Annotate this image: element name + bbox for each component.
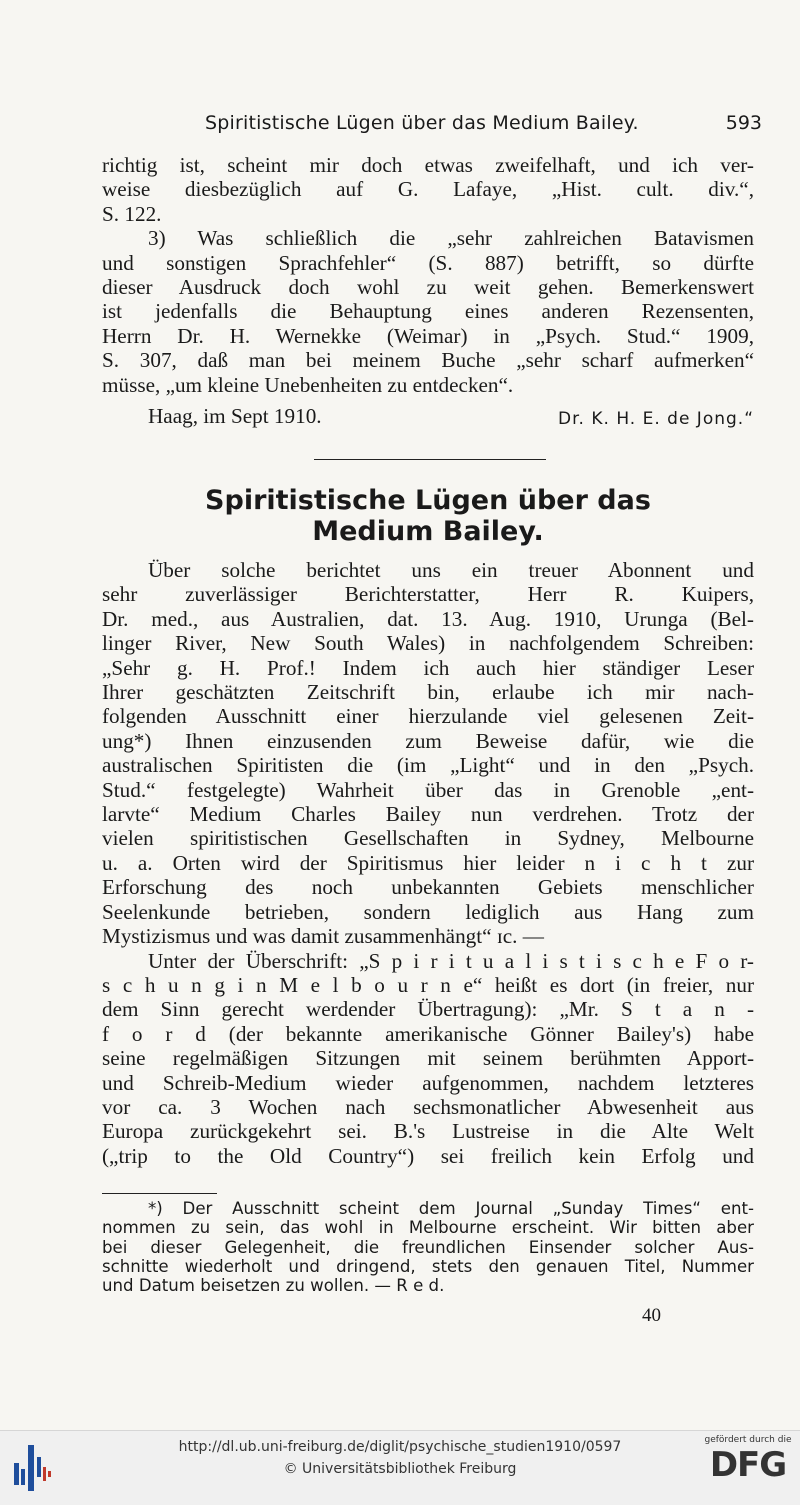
- text-line: Unter der Überschrift: „S p i r i t u a l i s t i s c h e F o r-: [148, 948, 754, 973]
- dfg-wordmark: DFG: [709, 1445, 787, 1485]
- closing-row: [148, 404, 754, 429]
- footnote-line: bei dieser Gelegenheit, die freundlichen Einsender solcher Aus-: [102, 1237, 754, 1257]
- footnote-line: nommen zu sein, das wohl in Melbourne erscheint. Wir bitten aber: [102, 1218, 754, 1238]
- text-line: 3) Was schließlich die „sehr zahlreichen Batavismen: [148, 226, 754, 251]
- text-line: vielen spiritistischen Gesellschaften in Sydney, Melbourne: [102, 826, 754, 851]
- article-body: [102, 558, 754, 1168]
- text-line: müsse, „um kleine Unebenheiten zu entdecken“.: [102, 372, 514, 397]
- text-line: Erforschung des noch unbekannten Gebiets menschlicher: [102, 875, 754, 900]
- author-signature: Dr. K. H. E. de Jong.“: [558, 409, 754, 429]
- text-line: S. 122.: [102, 201, 162, 226]
- text-line: Ihrer geschätzten Zeitschrift bin, erlaube ich mir nach-: [102, 680, 754, 705]
- text-line: australischen Spiritisten die (im „Light“ und in den „Psych.: [102, 753, 754, 778]
- page-number: 593: [725, 112, 762, 134]
- dfg-funding-note: gefördert durch die: [704, 1435, 792, 1445]
- text-line: s c h u n g i n M e l b o u r n e“ heißt es dort (in freier, nur: [102, 972, 754, 997]
- text-line: sehr zuverlässiger Berichterstatter, Herr R. Kuipers,: [102, 582, 754, 607]
- heading-line: Medium Bailey.: [312, 516, 544, 547]
- previous-article-text: [102, 153, 754, 397]
- text-line: seine regelmäßigen Sitzungen mit seinem berühmten Apport-: [102, 1046, 754, 1071]
- printer-signature-mark: 40: [642, 1305, 661, 1326]
- text-line: („trip to the Old Country“) sei freilich kein Erfolg und: [102, 1143, 754, 1168]
- text-line: weise diesbezüglich auf G. Lafaye, „Hist. cult. div.“,: [102, 177, 754, 202]
- text-line: linger River, New South Wales) in nachfolgendem Schreiben:: [102, 631, 754, 656]
- text-line: Über solche berichtet uns ein treuer Abonnent und: [148, 558, 754, 582]
- text-line: dieser Ausdruck doch wohl zu weit gehen. Bemerkenswert: [102, 275, 754, 300]
- text-line: Mystizismus und was damit zusammenhängt“ ɪc. —: [102, 924, 544, 949]
- text-line: ist jedenfalls die Behauptung eines anderen Rezensenten,: [102, 299, 754, 324]
- text-line: Europa zurückgekehrt sei. B.'s Lustreise in die Alte Welt: [102, 1119, 754, 1144]
- viewer-footer: [0, 1430, 800, 1505]
- footnote-line: und Datum beisetzen zu wollen. — R e d.: [102, 1276, 445, 1296]
- text-line: Stud.“ festgelegte) Wahrheit über das in Grenoble „ent-: [102, 777, 754, 802]
- article-heading: [102, 485, 754, 547]
- text-line: Seelenkunde betrieben, sondern lediglich aus Hang zum: [102, 899, 754, 924]
- text-line: dem Sinn gerecht werdender Übertragung): „Mr. S t a n -: [102, 997, 754, 1022]
- footnote: [102, 1199, 754, 1295]
- text-line: Dr. med., aus Australien, dat. 13. Aug. 1910, Urunga (Bel-: [102, 606, 754, 631]
- text-line: und Schreib-Medium wieder aufgenommen, nachdem letzteres: [102, 1070, 754, 1095]
- running-title: Spiritistische Lügen über das Medium Bailey.: [205, 112, 639, 134]
- text-line: u. a. Orten wird der Spiritismus hier leider n i c h t zur: [102, 850, 754, 875]
- text-line: ung*) Ihnen einzusenden zum Beweise dafür, wie die: [102, 728, 754, 753]
- copyright-credit: © Universitätsbibliothek Freiburg: [283, 1461, 517, 1477]
- heading-line: Spiritistische Lügen über das: [205, 485, 651, 516]
- footnote-divider: [102, 1193, 217, 1194]
- text-line: larvte“ Medium Charles Bailey nun verdrehen. Trotz der: [102, 802, 754, 827]
- permalink-url[interactable]: http://dl.ub.uni-freiburg.de/diglit/psychische_studien1910/0597: [178, 1439, 622, 1455]
- place-date: Haag, im Sept 1910.: [148, 404, 322, 428]
- text-line: f o r d (der bekannte amerikanische Gönner Bailey's) habe: [102, 1021, 754, 1046]
- footnote-line: *) Der Ausschnitt scheint dem Journal „Sunday Times“ ent-: [148, 1199, 754, 1218]
- text-line: S. 307, daß man bei meinem Buche „sehr scharf aufmerken“: [102, 348, 754, 373]
- text-line: und sonstigen Sprachfehler“ (S. 887) betrifft, so dürfte: [102, 250, 754, 275]
- text-line: folgenden Ausschnitt einer hierzulande viel gelesenen Zeit-: [102, 704, 754, 729]
- footnote-line: schnitte wiederholt und dringend, stets den genauen Titel, Nummer: [102, 1256, 754, 1276]
- dfg-logo: [702, 1435, 794, 1485]
- section-divider: [314, 459, 546, 460]
- text-line: „Sehr g. H. Prof.! Indem ich auch hier ständiger Leser: [102, 655, 754, 680]
- text-line: richtig ist, scheint mir doch etwas zweifelhaft, und ich ver-: [102, 153, 754, 177]
- text-line: Herrn Dr. H. Wernekke (Weimar) in „Psych. Stud.“ 1909,: [102, 323, 754, 348]
- text-line: vor ca. 3 Wochen nach sechsmonatlicher Abwesenheit aus: [102, 1094, 754, 1119]
